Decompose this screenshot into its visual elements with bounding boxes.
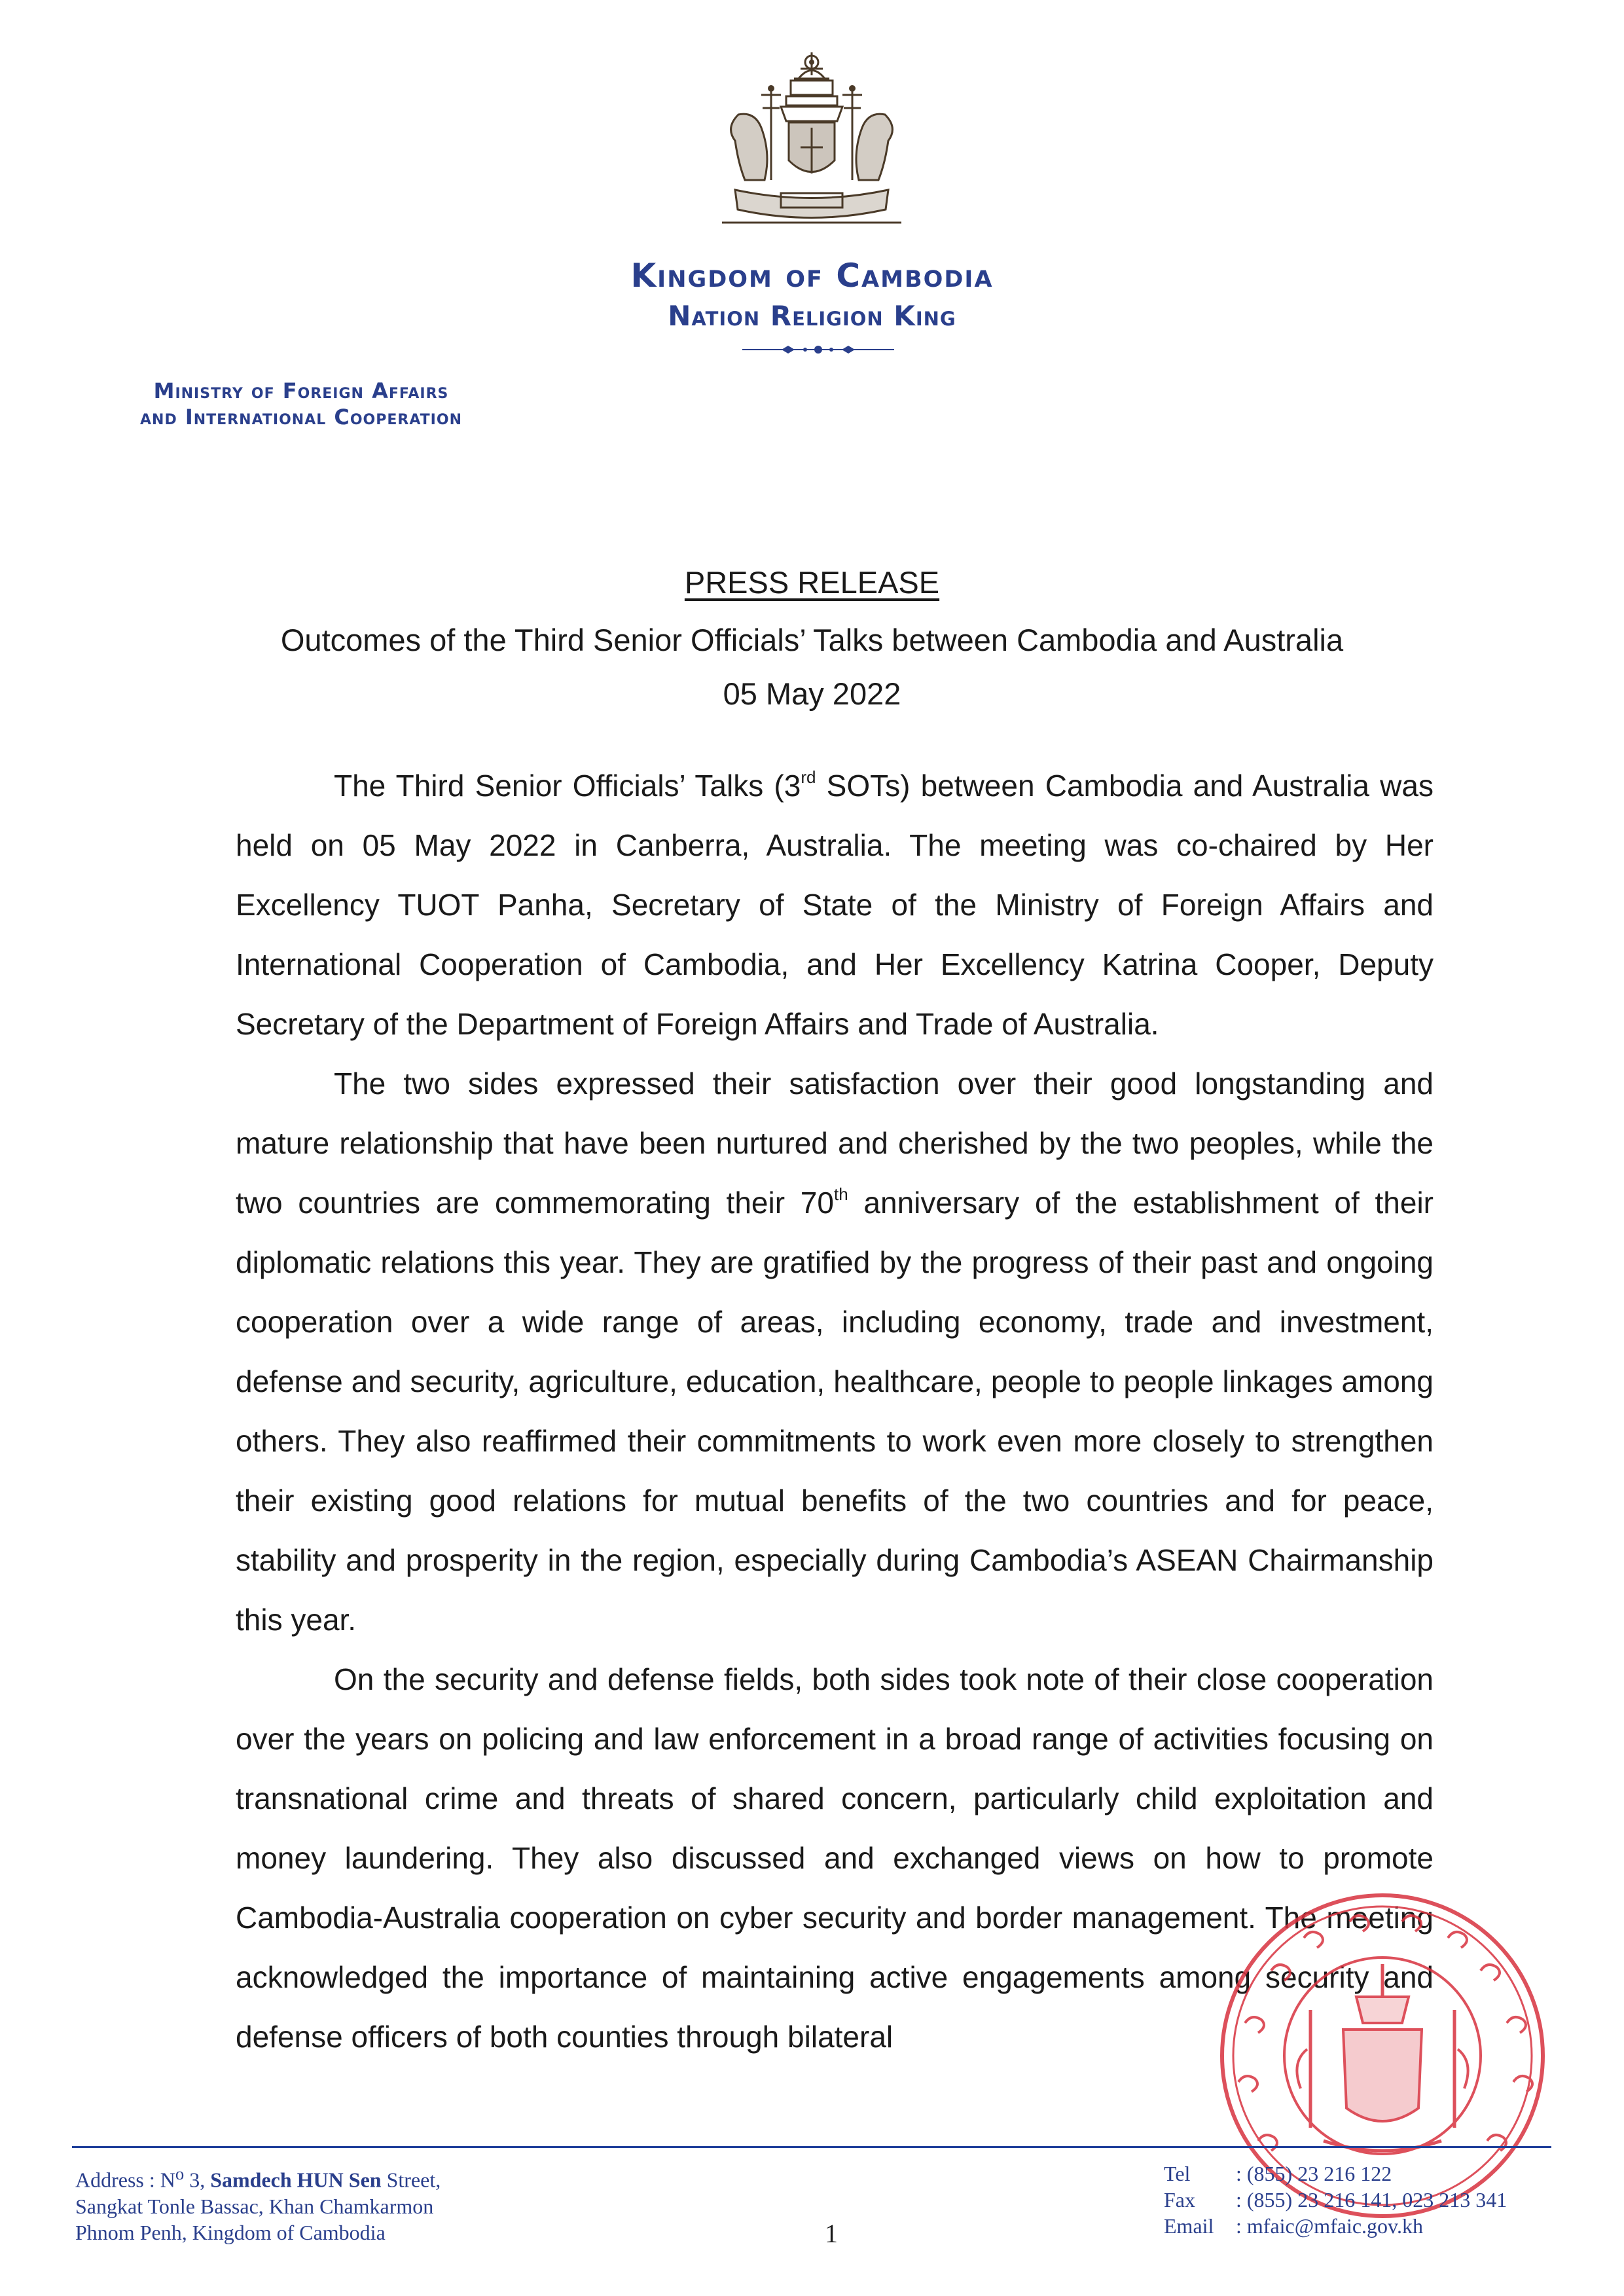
- email-address: : mfaic@mfaic.gov.kh: [1236, 2214, 1423, 2238]
- press-release-label: PRESS RELEASE: [684, 565, 940, 600]
- release-date: 05 May 2022: [723, 676, 901, 711]
- kingdom-title: Kingdom of Cambodia: [630, 257, 994, 295]
- ornament-divider-icon: [742, 344, 894, 355]
- footer-address: Address : $N^o$ 3, Samdech HUN Sen Street, Sangkat Tonle Bassac, Khan Chamkarmon Phnom Penh, Kingdom of Cambodia: [75, 2164, 441, 2244]
- footer-divider: [72, 2146, 1551, 2148]
- paragraph-2: The two sides expressed their satisfaction over their good longstanding and mature relationship that have been nurtured and cherished by the two peoples, while the two countries are commemorating their 70th anniversary of the establishment of their diplomatic relations this year. They are gratified by the progress of their past and ongoing cooperation over a wide range of areas, including economy, trade and investment, defense and security, agriculture, education, healthcare, people to people linkages among others. They also reaffirmed their commitments to work even more closely to strengthen their existing good relations for mutual benefits of the two countries and for peace, stability and prosperity in the region, especially during Cambodia’s ASEAN Chairmanship this year.: [236, 1066, 1434, 1637]
- page-number: 1: [825, 2219, 838, 2248]
- co-chair-name-2: Her Excellency Katrina Cooper: [874, 947, 1312, 981]
- ministry-name-line2: and International Cooperation: [140, 405, 462, 429]
- release-title: Outcomes of the Third Senior Officials’ Talks between Cambodia and Australia: [280, 623, 1344, 657]
- paragraph-3: On the security and defense fields, both sides took note of their close cooperation over the years on policing and law enforcement in a broad range of activities focusing on transnational crime and threats of shared concern, particularly child exploitation and money laundering. They also discussed and exchanged views on how to promote Cambodia-Australia cooperation on cyber security and border management. The meeting acknowledged the importance of maintaining active engagements among security and defense officers of both counties through bilateral: [236, 1662, 1434, 2054]
- ministry-name-line1: Ministry of Foreign Affairs: [153, 378, 449, 403]
- coat-of-arms-emblem: [709, 49, 914, 239]
- paragraph-1: The Third Senior Officials’ Talks (3rd SOTs) between Cambodia and Australia was held on 05 May 2022 in Canberra, Australia. The meeting was co-chaired by Her Excellency TUOT Panha, Secretary of State of the Ministry of Foreign Affairs and International Cooperation of Cambodia, and Her Excellency Katrina Cooper, Deputy Secretary of the Department of Foreign Affairs and Trade of Australia.: [236, 767, 1434, 1041]
- kingdom-motto: Nation Religion King: [668, 300, 956, 332]
- footer-contact: Tel : (855) 23 216 122 Fax : (855) 23 216 141, 023 213 341 Email : mfaic@mfaic.gov.kh: [1164, 2162, 1507, 2238]
- release-body: [236, 756, 1434, 2067]
- co-chair-name-1: Her Excellency TUOT Panha: [236, 828, 1434, 922]
- telephone-number: : (855) 23 216 122: [1236, 2162, 1392, 2185]
- fax-number: : (855) 23 216 141, 023 213 341: [1236, 2188, 1507, 2212]
